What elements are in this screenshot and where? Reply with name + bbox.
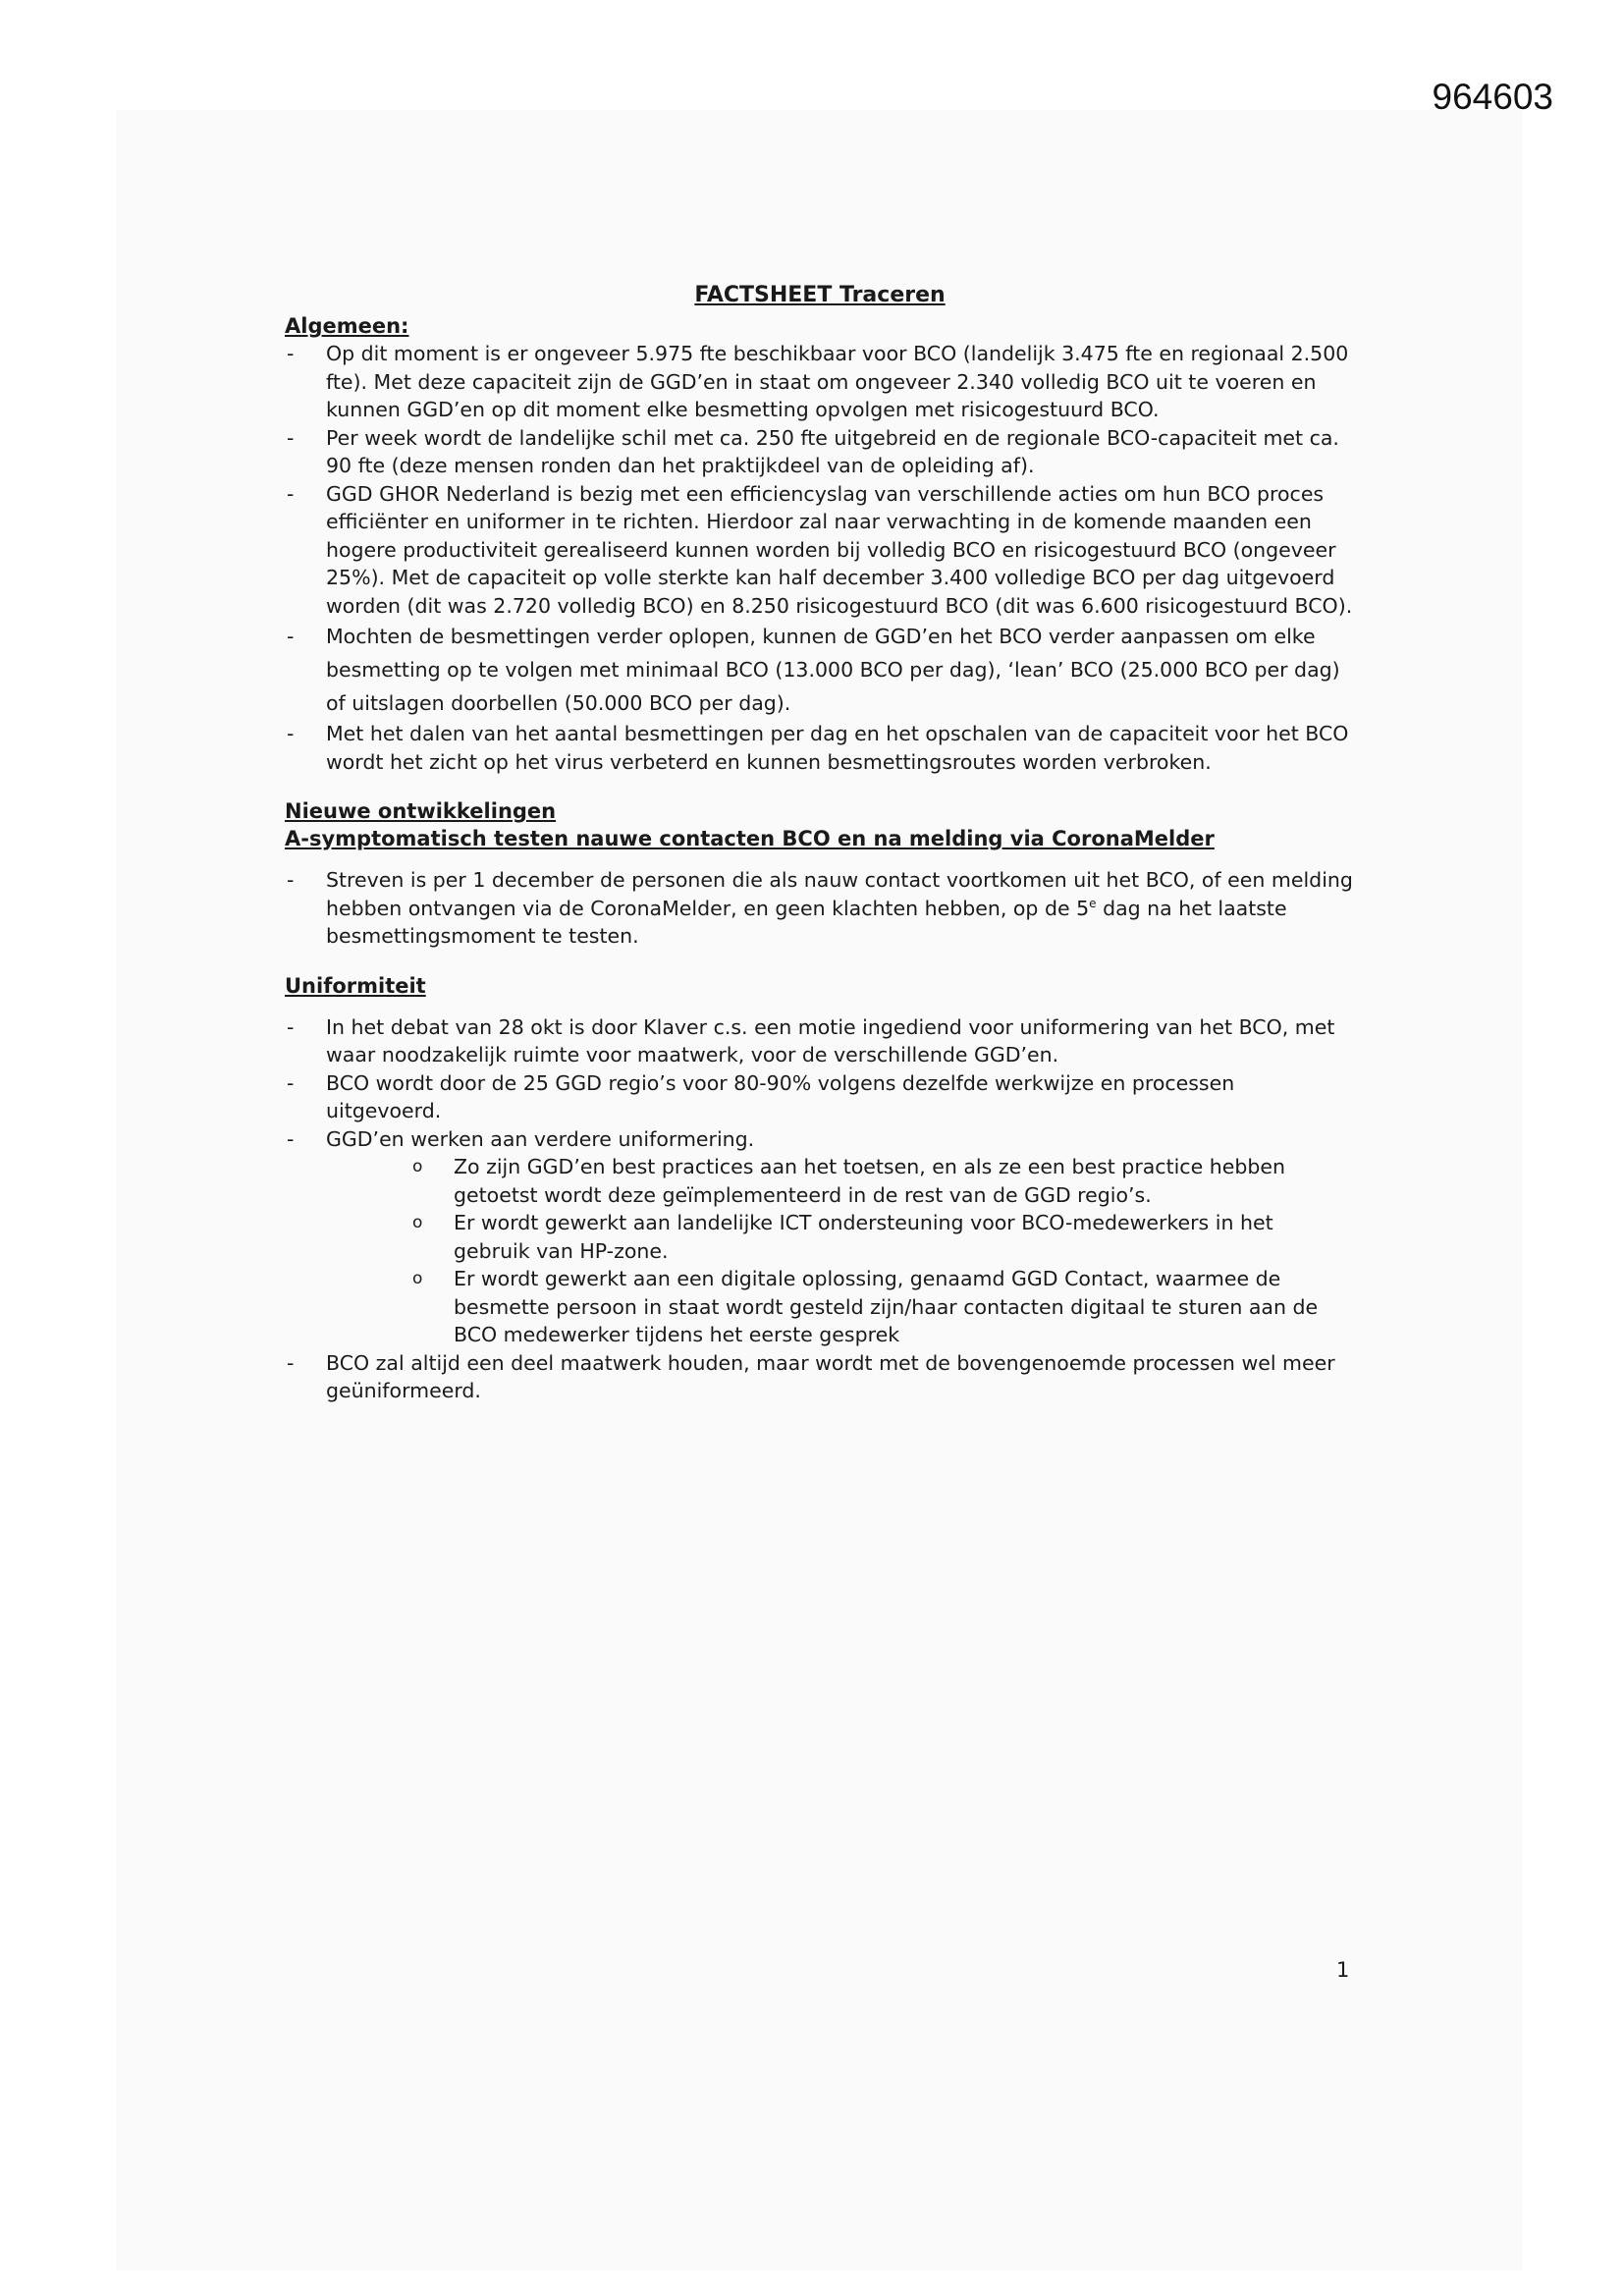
- list-item: - BCO zal altijd een deel maatwerk houden, maar wordt met de bovengenoemde processen wel meer geüniformeerd.: [285, 1349, 1355, 1405]
- list-item: - GGD’en werken aan verdere uniformering. o Zo zijn GGD’en best practices aan het toetsen, en als ze een best practice hebben getoetst wordt deze geïmplementeerd in de rest van de GGD regio’s. o Er wordt gewerkt aan landelijke ICT ondersteuning voor BCO-medewerkers in het gebruik van HP-zone. o Er wordt gewerkt aan een digitale oplossing, genaamd GGD Contact, waarmee de besmette persoon in staat wordt gesteld zijn/haar contacten digitaal te sturen aan de BCO medewerker tijdens het eerste gesprek: [285, 1125, 1355, 1349]
- list-item: - Streven is per 1 december de personen die als nauw contact voortkomen uit het BCO, of een melding hebben ontvangen via de CoronaMelder, en geen klachten hebben, op de 5e dag na het laatste besmettingsmoment te testen.: [285, 866, 1355, 951]
- sub-list-item: o Er wordt gewerkt aan een digitale oplossing, genaamd GGD Contact, waarmee de besmette persoon in staat wordt gesteld zijn/haar contacten digitaal te sturen aan de BCO medewerker tijdens het eerste gesprek: [412, 1265, 1355, 1349]
- list-item: - Per week wordt de landelijke schil met ca. 250 fte uitgebreid en de regionale BCO-capaciteit met ca. 90 fte (deze mensen ronden dan het praktijkdeel van de opleiding af).: [285, 424, 1355, 480]
- document-number: 964603: [1432, 77, 1553, 117]
- list-item: - GGD GHOR Nederland is bezig met een efficiencyslag van verschillende acties om hun BCO proces efficiënter en uniformer in te richten. Hierdoor zal naar verwachting in de komende maanden een hogere productiviteit gerealiseerd kunnen worden bij volledig BCO en risicogestuurd BCO (ongeveer 25%). Met de capaciteit op volle sterkte kan half december 3.400 volledige BCO per dag uitgevoerd worden (dit was 2.720 volledig BCO) en 8.250 risicogestuurd BCO (dit was 6.600 risicogestuurd BCO).: [285, 480, 1355, 621]
- list-item: - Met het dalen van het aantal besmettingen per dag en het opschalen van de capaciteit voor het BCO wordt het zicht op het virus verbeterd en kunnen besmettingsroutes worden verbroken.: [285, 720, 1355, 776]
- sub-list-item: o Er wordt gewerkt aan landelijke ICT ondersteuning voor BCO-medewerkers in het gebruik van HP-zone.: [412, 1209, 1355, 1265]
- document-title: FACTSHEET Traceren: [694, 283, 946, 307]
- heading-uniformiteit: Uniformiteit: [285, 973, 426, 998]
- list-item: - BCO wordt door de 25 GGD regio’s voor 80-90% volgens dezelfde werkwijze en processen uitgevoerd.: [285, 1069, 1355, 1125]
- page-number: 1: [1336, 1958, 1350, 1982]
- sub-list-item: o Zo zijn GGD’en best practices aan het toetsen, en als ze een best practice hebben getoetst wordt deze geïmplementeerd in de rest van de GGD regio’s.: [412, 1153, 1355, 1209]
- list-item: - Mochten de besmettingen verder oplopen, kunnen de GGD’en het BCO verder aanpassen om elke besmetting op te volgen met minimaal BCO (13.000 BCO per dag), ‘lean’ BCO (25.000 BCO per dag) of uitslagen doorbellen (50.000 BCO per dag).: [285, 620, 1355, 720]
- factsheet-page: [285, 279, 1355, 1405]
- heading-algemeen: Algemeen:: [285, 314, 409, 338]
- nieuw-list: [285, 866, 1355, 951]
- uniformiteit-list: [285, 1013, 1355, 1405]
- algemeen-list: [285, 340, 1355, 776]
- list-item: - In het debat van 28 okt is door Klaver c.s. een motie ingediend voor uniformering van het BCO, met waar noodzakelijk ruimte voor maatwerk, voor de verschillende GGD’en.: [285, 1013, 1355, 1069]
- list-item: - Op dit moment is er ongeveer 5.975 fte beschikbaar voor BCO (landelijk 3.475 fte en regionaal 2.500 fte). Met deze capaciteit zijn de GGD’en in staat om ongeveer 2.340 volledig BCO uit te voeren en kunnen GGD’en op dit moment elke besmetting opvolgen met risicogestuurd BCO.: [285, 340, 1355, 424]
- heading-nieuwe-ontwikkelingen: Nieuwe ontwikkelingen: [285, 799, 557, 823]
- uniformiteit-sublist: [326, 1153, 1355, 1349]
- subheading-asymptomatisch-testen: A-symptomatisch testen nauwe contacten BCO en na melding via CoronaMelder: [285, 827, 1215, 850]
